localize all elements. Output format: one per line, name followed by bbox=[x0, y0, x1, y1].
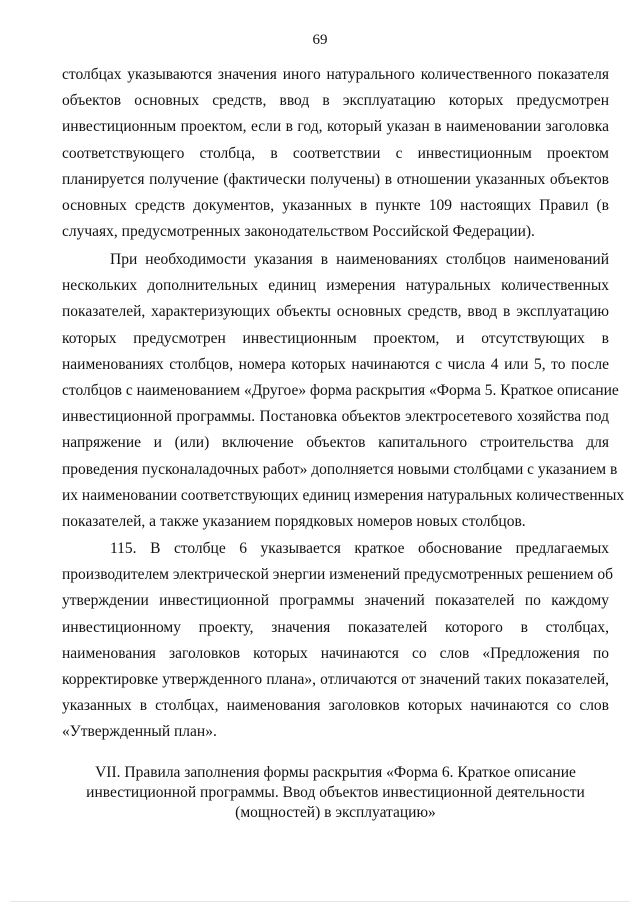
text-line: показателей, характеризующих объекты основных средств, ввод в эксплуатацию bbox=[62, 303, 609, 321]
section-heading-line: инвестиционной программы. Ввод объектов инвестиционной деятельности bbox=[86, 784, 585, 801]
section-heading-line: (мощностей) в эксплуатацию» bbox=[235, 804, 436, 821]
text-line: «Утвержденный план». bbox=[62, 723, 217, 741]
paragraph-1-text bbox=[62, 62, 609, 245]
paragraph-3-text bbox=[62, 536, 614, 746]
paragraph-2-text bbox=[62, 247, 625, 535]
text-line: указанных в столбцах, наименования заголовков которых начинаются со слов bbox=[62, 697, 609, 715]
page-number: 69 bbox=[312, 32, 328, 48]
text-line: проведения пусконаладочных работ» дополняется новыми столбцами с указанием в bbox=[62, 460, 618, 478]
section-heading bbox=[62, 763, 609, 823]
scan-edge-divider bbox=[10, 901, 630, 902]
text-line: планируется получение (фактически получены) в отношении указанных объектов bbox=[62, 170, 609, 188]
text-line: напряжение и (или) включение объектов капитального строительства для bbox=[62, 434, 609, 452]
text-line: которых предусмотрен инвестиционным проектом, и отсутствующих в bbox=[62, 329, 609, 347]
text-line: столбцах указываются значения иного натурального количественного показателя bbox=[62, 66, 609, 83]
text-line: инвестиционной программы. Постановка объектов электросетевого хозяйства под bbox=[62, 408, 609, 426]
text-line: нескольких дополнительных единиц измерения натуральных количественных bbox=[62, 277, 609, 295]
text-line: основных средств документов, указанных в пункте 109 настоящих Правил (в bbox=[62, 197, 609, 215]
paragraph-3 bbox=[62, 536, 614, 746]
text-line: 115. В столбце 6 указывается краткое обоснование предлагаемых bbox=[110, 540, 609, 557]
paragraph-1 bbox=[62, 62, 609, 245]
text-line: объектов основных средств, ввод в эксплуатацию которых предусмотрен bbox=[62, 92, 609, 110]
text-line: их наименовании соответствующих единиц измерения натуральных количественных bbox=[62, 486, 625, 504]
text-line: корректировке утвержденного плана», отличаются от значений таких показателей, bbox=[62, 671, 609, 689]
text-line: наименования заголовков которых начинаются со слов «Предложения по bbox=[62, 644, 609, 662]
paragraph-2 bbox=[62, 247, 625, 535]
text-line: инвестиционным проектом, если в год, который указан в наименовании заголовка bbox=[62, 118, 609, 136]
text-line: инвестиционному проекту, значения показателей которого в столбцах, bbox=[62, 618, 609, 636]
text-line: При необходимости указания в наименованиях столбцов наименований bbox=[110, 251, 609, 268]
text-line: производителем электрической энергии изменений предусмотренных решением об bbox=[62, 566, 614, 584]
text-line: показателей, а также указанием порядковых номеров новых столбцов. bbox=[62, 513, 526, 531]
text-line: столбцов с наименованием «Другое» форма раскрытия «Форма 5. Краткое описание bbox=[62, 382, 619, 400]
section-heading-line: VII. Правила заполнения формы раскрытия «Форма 6. Краткое описание bbox=[95, 764, 576, 781]
text-line: соответствующего столбца, в соответствии с инвестиционным проектом bbox=[62, 144, 609, 162]
text-line: наименованиях столбцов, номера которых начинаются с числа 4 или 5, то после bbox=[62, 355, 609, 373]
text-line: утверждении инвестиционной программы значений показателей по каждому bbox=[62, 592, 609, 610]
text-line: случаях, предусмотренных законодательством Российской Федерации). bbox=[62, 223, 535, 241]
